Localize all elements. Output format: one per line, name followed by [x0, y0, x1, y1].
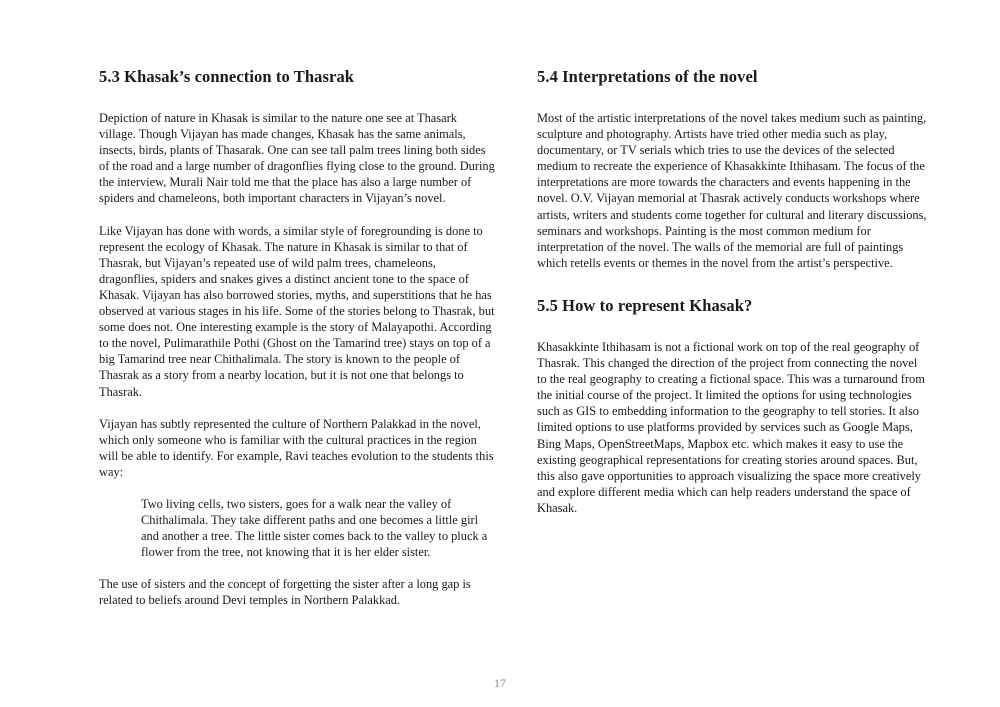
paragraph: The use of sisters and the concept of forgetting the sister after a long gap is related to beliefs around Devi temples in Northern Palakkad. — [99, 577, 471, 608]
paragraph: Like Vijayan has done with words, a similar style of foregrounding is done to represent the ecology of Khasak. The nature in Khasak is similar to that of Thasrak, but Vijayan’s repeated use of wild palm trees, chameleons, dragonflies, spiders and snakes gives a distinct ancient tone to the space of Khasak. Vijayan has also borrowed stories, myths, and superstitions that he has observed at various stages in his life. Some of the stories belong to Thasrak, but some does not. One interesting example is the story of Malayapothi. According to the novel, Pulimarathile Pothi (Ghost on the Tamarind tree) stays on top of a big Tamarind tree near Chithalimala. The story is known to the people of Thasrak as a story from a nearby location, but it is not one that belongs to Thasrak. — [99, 223, 495, 399]
right-column — [537, 66, 929, 532]
block-quote: Two living cells, two sisters, goes for a walk near the valley of Chithalimala. They take different paths and one becomes a little girl and another a tree. The little sister comes back to the valley to pluck a flower from the tree, not knowing that it is her elder sister. — [141, 496, 488, 560]
paragraph: Khasakkinte Ithihasam is not a fictional work on top of the real geography of Thasrak. This changed the direction of the project from connecting the novel to the real geography to creating a fictional space. This was a turnaround from the initial course of the project. It limited the options for using technologies such as GIS to embedding information to the geography to tell stories. It also limited options to use platforms provided by services such as Google Maps, Bing Maps, OpenStreetMaps, Mapbox etc. which makes it easy to use the existing geographical representations for creating stories around spaces. But, this also gave opportunities to approach visualizing the space more creatively and explore different media which can help readers understand the space of Khasak. — [537, 339, 925, 515]
section-heading-5-4: 5.4 Interpretations of the novel — [537, 67, 758, 86]
page-number: 17 — [494, 676, 506, 690]
section-heading-5-3: 5.3 Khasak’s connection to Thasrak — [99, 67, 355, 86]
paragraph: Vijayan has subtly represented the culture of Northern Palakkad in the novel, which only someone who is familiar with the cultural practices in the region will be able to identify. For example, Ravi teaches evolution to the students this way: — [99, 416, 494, 479]
paragraph: Depiction of nature in Khasak is similar to the nature one see at Thasark village. Though Vijayan has made changes, Khasak has the same animals, insects, birds, plants of Thasarak. One can see tall palm trees lining both sides of the road and a large number of dragonflies flying close to the ground. During the interview, Murali Nair told me that the place has also a large number of spiders and chameleons, both important characters in Vijayan’s novel. — [99, 111, 495, 206]
paragraph: Most of the artistic interpretations of the novel takes medium such as painting, sculpture and photography. Artists have tried other media such as play, documentary, or TV serials which tries to use the devices of the selected medium to recreate the experience of Khasakkinte Ithihasam. The focus of the interpretations are more towards the characters and events happening in the novel. O.V. Vijayan memorial at Thasrak actively conducts workshops where artists, writers and students come together for cultural and literary discussions, seminars and workshops. Painting is the most common medium for interpretation of the novel. The walls of the memorial are full of paintings which retells events or themes in the novel from the artist’s perspective. — [537, 111, 927, 270]
section-heading-5-5: 5.5 How to represent Khasak? — [537, 295, 753, 315]
left-column — [99, 66, 496, 625]
